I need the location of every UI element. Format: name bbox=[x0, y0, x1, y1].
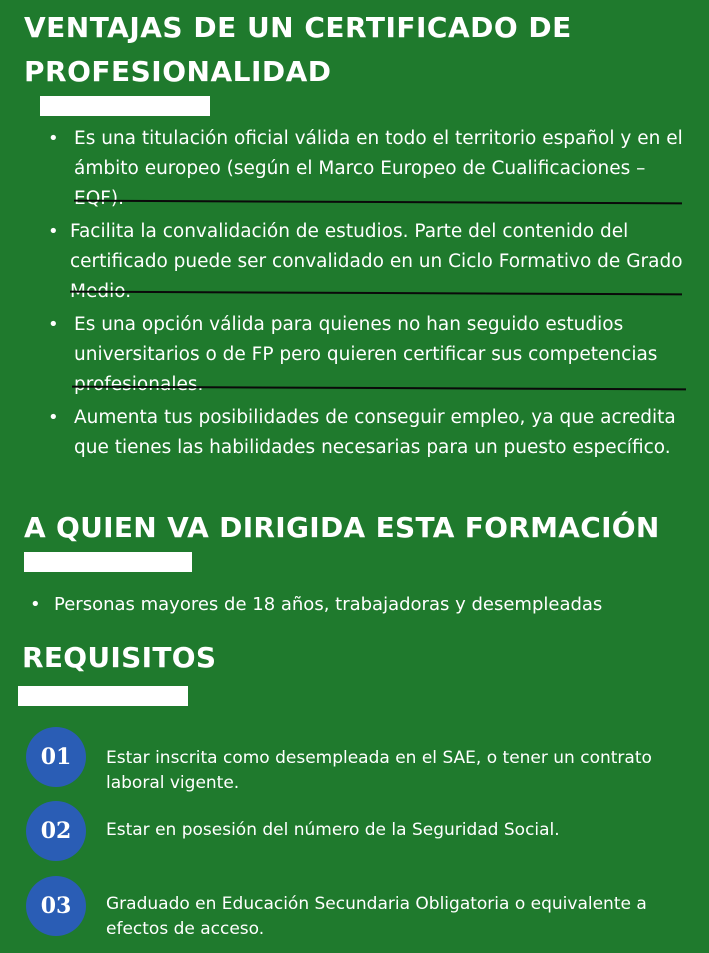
step-number-badge: 03 bbox=[26, 876, 86, 936]
requisito-text: Graduado en Educación Secundaria Obligatoria o equivalente a efectos de acceso. bbox=[106, 894, 647, 939]
bullet-icon: • bbox=[48, 314, 59, 335]
dirigida-list bbox=[24, 590, 704, 620]
requisito-text: Estar inscrita como desempleada en el SAE, o tener un contrato laboral vigente. bbox=[106, 748, 652, 793]
list-item: • Es una titulación oficial válida en todo el territorio español y en el ámbito europeo (según el Marco Europeo de Cualificaciones – EQF). bbox=[42, 124, 692, 214]
bullet-icon: • bbox=[30, 594, 41, 615]
requisitos-title: REQUISITOS bbox=[22, 641, 217, 674]
title-underline-bar bbox=[18, 686, 188, 706]
list-item: • Aumenta tus posibilidades de conseguir empleo, ya que acredita que tienes las habilidades necesarias para un puesto específico. bbox=[42, 403, 692, 463]
list-item: • Facilita la convalidación de estudios. Parte del contenido del certificado puede ser convalidado en un Ciclo Formativo de Grado Medio. bbox=[42, 217, 692, 307]
title-underline-bar bbox=[24, 552, 192, 572]
list-item: • Personas mayores de 18 años, trabajadoras y desempleadas bbox=[24, 590, 704, 620]
bullet-icon: • bbox=[48, 407, 59, 428]
step-number-badge: 02 bbox=[26, 801, 86, 861]
bullet-icon: • bbox=[48, 221, 59, 242]
list-item: • Es una opción válida para quienes no han seguido estudios universitarios o de FP pero quieren certificar sus competencias profesionales. bbox=[42, 310, 692, 400]
ventajas-title: VENTAJAS DE UN CERTIFICADO DE PROFESIONALIDAD bbox=[24, 11, 572, 88]
step-number-badge: 01 bbox=[26, 727, 86, 787]
title-underline-bar bbox=[40, 96, 210, 116]
requisito-text: Estar en posesión del número de la Seguridad Social. bbox=[106, 820, 560, 840]
dirigida-title: A QUIEN VA DIRIGIDA ESTA FORMACIÓN bbox=[24, 511, 660, 544]
bullet-icon: • bbox=[48, 128, 59, 149]
